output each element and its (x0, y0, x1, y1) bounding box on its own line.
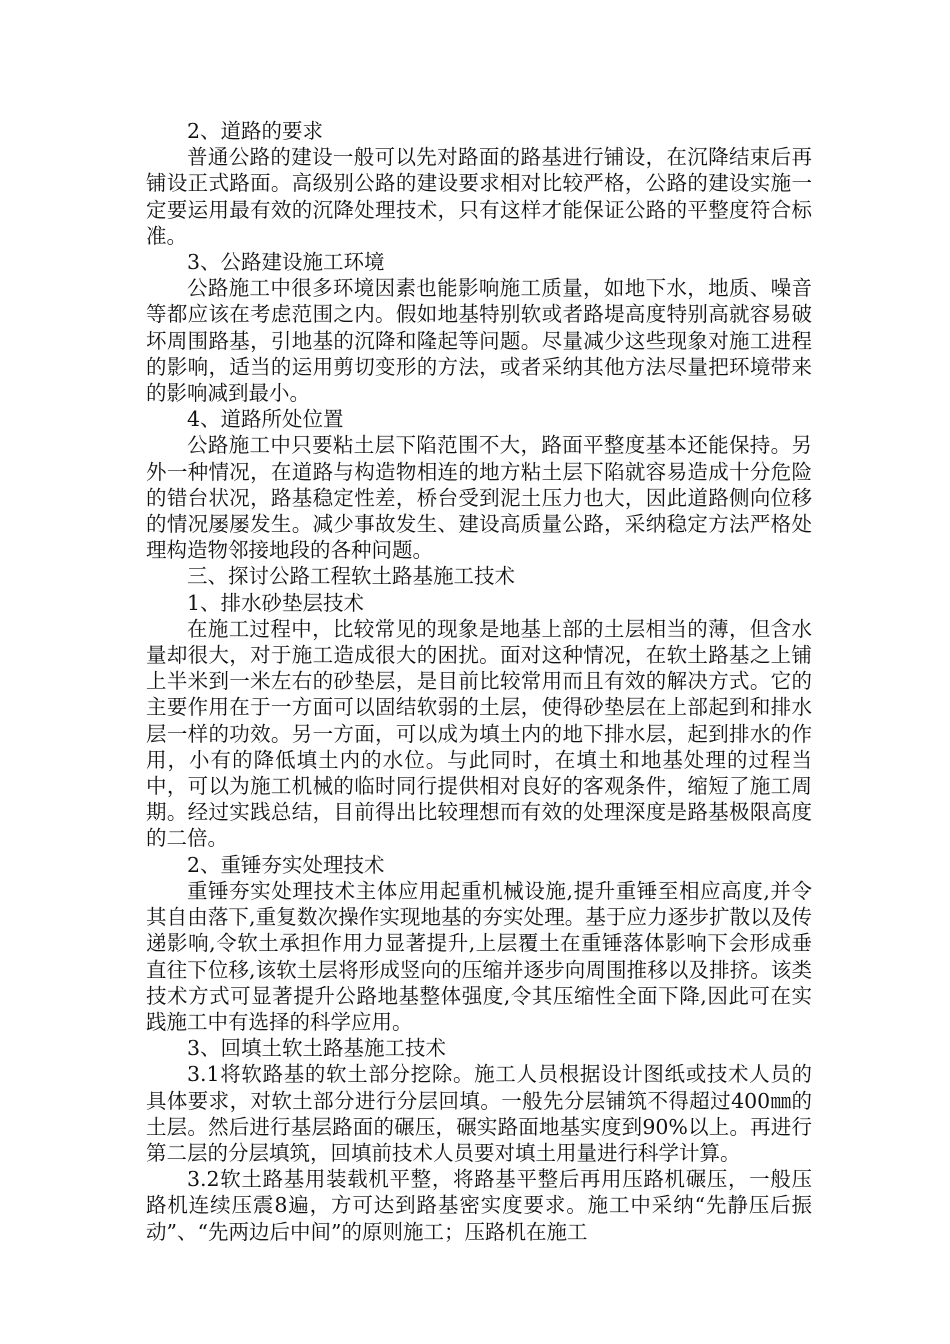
section-heading-road-location: 4、道路所处位置 (187, 407, 344, 432)
paragraph-heavy-hammer: 重锤夯实处理技术主体应用起重机械设施,提升重锤至相应高度,并令其自由落下,重复数次操作实现地基的夯实处理。基于应力逐步扩散以及传递影响,令软土承担作用力显著提升,上层覆土在重锤落体影响下会形成垂直往下位移,该软土层将形成竖向的压缩并逐步向周围推移以及排挤。该类技术方式可显著提升公路地基整体强度,令其压缩性全面下降,因此可在实践施工中有选择的科学应用。 (146, 878, 812, 1034)
document-body (146, 118, 812, 1245)
paragraph-backfill-3-2: 3.2软土路基用装载机平整，将路基平整后再用压路机碾压，一般压路机连续压震8遍，方可达到路基密实度要求。施工中采纳“先静压后振动”、“先两边后中间”的原则施工；压路机在施工 (146, 1167, 812, 1244)
section-heading-construction-environment: 3、公路建设施工环境 (187, 250, 385, 275)
section-heading-backfill: 3、回填土软土路基施工技术 (187, 1036, 447, 1061)
section-heading-sand-cushion: 1、排水砂垫层技术 (187, 590, 365, 615)
paragraph-sand-cushion: 在施工过程中，比较常见的现象是地基上部的土层相当的薄，但含水量却很大，对于施工造成很大的困扰。面对这种情况，在软土路基之上铺上半米到一米左右的砂垫层，是目前比较常用而且有效的解决方式。它的主要作用在于一方面可以固结软弱的土层，使得砂垫层在上部起到和排水层一样的功效。另一方面，可以成为填土内的地下排水层，起到排水的作用，小有的降低填土内的水位。与此同时，在填土和地基处理的过程当中，可以为施工机械的临时同行提供相对良好的客观条件，缩短了施工周期。经过实践总结，目前得出比较理想而有效的处理深度是路基极限高度的二倍。 (146, 616, 812, 851)
paragraph-road-requirements: 普通公路的建设一般可以先对路面的路基进行铺设，在沉降结束后再铺设正式路面。高级别公路的建设要求相对比较严格，公路的建设实施一定要运用最有效的沉降处理技术，只有这样才能保证公路的平整度符合标准。 (146, 145, 812, 248)
paragraph-construction-environment: 公路施工中很多环境因素也能影响施工质量，如地下水，地质、噪音等都应该在考虑范围之内。假如地基特别软或者路堤高度特别高就容易破坏周围路基，引地基的沉降和隆起等问题。尽量减少这些现象对施工进程的影响，适当的运用剪切变形的方法，或者采纳其他方法尽量把环境带来的影响减到最小。 (146, 276, 812, 406)
paragraph-backfill-3-1: 3.1将软路基的软土部分挖除。施工人员根据设计图纸或技术人员的具体要求，对软土部分进行分层回填。一般先分层铺筑不得超过400㎜的土层。然后进行基层路面的碾压，碾实路面地基实度到90%以上。再进行第二层的分层填筑，回填前技术人员要对填土用量进行科学计算。 (146, 1062, 812, 1165)
chapter-heading-soft-soil-techniques: 三、探讨公路工程软土路基施工技术 (187, 564, 515, 589)
section-heading-road-requirements: 2、道路的要求 (187, 119, 324, 143)
paragraph-road-location: 公路施工中只要粘土层下陷范围不大，路面平整度基本还能保持。另外一种情况，在道路与构造物相连的地方粘土层下陷就容易造成十分危险的错台状况，路基稳定性差，桥台受到泥土压力也大，因此道路侧向位移的情况屡屡发生。减少事故发生、建设高质量公路，采纳稳定方法严格处理构造物邻接地段的各种问题。 (146, 433, 812, 563)
section-heading-heavy-hammer: 2、重锤夯实处理技术 (187, 852, 385, 877)
